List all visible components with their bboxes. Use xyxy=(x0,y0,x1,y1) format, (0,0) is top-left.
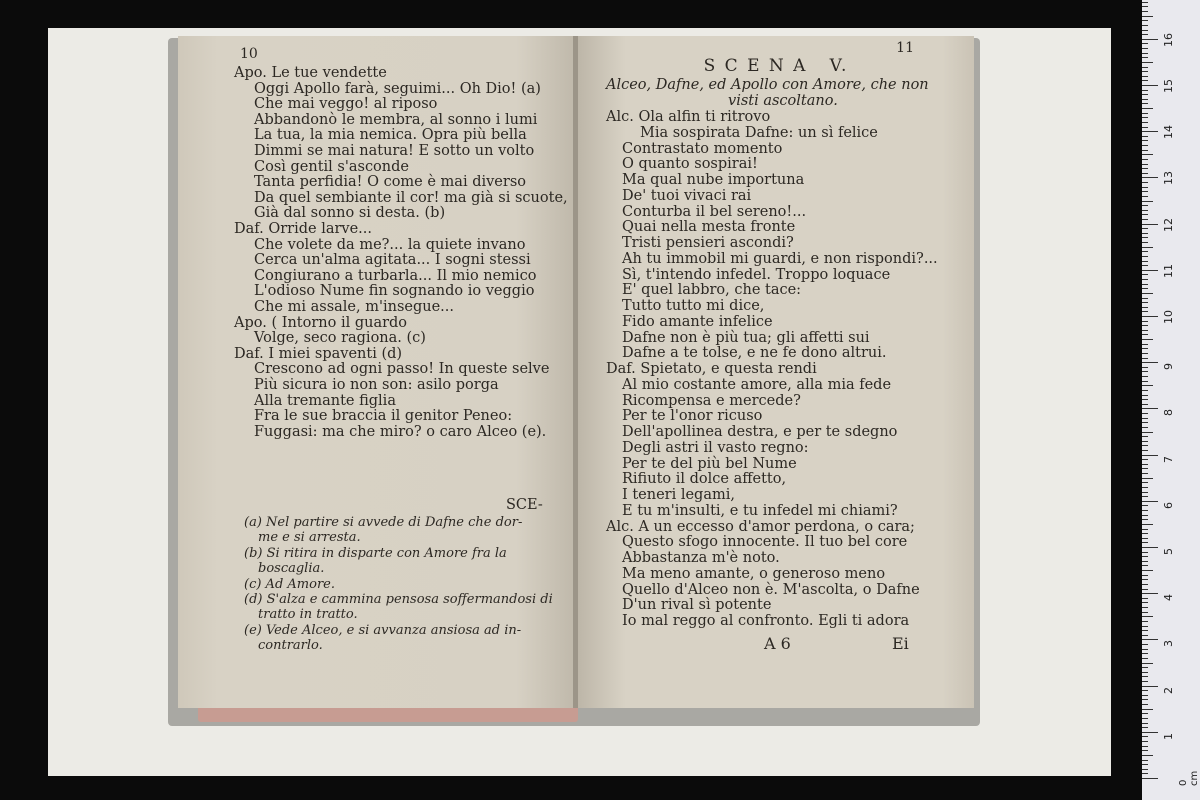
ruler-tick xyxy=(1142,399,1148,400)
ruler-tick xyxy=(1142,25,1148,26)
ruler-tick xyxy=(1142,732,1158,733)
ruler-tick xyxy=(1142,293,1153,294)
right-page xyxy=(578,36,974,708)
text-line: Da quel sembiante il cor! ma già si scuote, xyxy=(254,189,568,206)
text-line: Dimmi se mai natura! E sotto un volto xyxy=(254,143,535,159)
ruler-tick xyxy=(1142,736,1148,737)
text-line: Alc. A un eccesso d'amor perdona, o cara; xyxy=(606,518,915,535)
ruler-tick xyxy=(1142,579,1148,580)
text-line: Abbastanza m'è noto. xyxy=(622,550,780,566)
text-line: Che mi assale, m'insegue... xyxy=(254,299,454,315)
ruler-tick xyxy=(1142,408,1158,409)
text-line: E tu m'insulti, e tu infedel mi chiami? xyxy=(622,502,898,519)
text-line: Daf. Spietato, e questa rendi xyxy=(606,361,817,377)
ruler-tick xyxy=(1142,699,1148,700)
ruler-tick xyxy=(1142,635,1148,636)
text-line: Ma qual nube importuna xyxy=(622,172,805,188)
text-line: Cerca un'alma agitata... I sogni stessi xyxy=(254,252,531,269)
ruler-tick xyxy=(1142,154,1153,155)
ruler-tick xyxy=(1142,274,1148,275)
ruler-number: 7 xyxy=(1162,455,1175,463)
ruler-tick xyxy=(1142,723,1148,724)
ruler-tick xyxy=(1142,760,1148,761)
text-line: Fuggasi: ma che miro? o caro Alceo (e). xyxy=(254,423,547,440)
ruler-tick xyxy=(1142,159,1148,160)
ruler-number: 13 xyxy=(1162,171,1175,186)
ruler-number: 6 xyxy=(1162,501,1175,509)
ruler-tick xyxy=(1142,265,1148,266)
ruler-tick xyxy=(1142,432,1153,433)
text-line: Ma meno amante, o generoso meno xyxy=(622,565,886,582)
ruler-number: 10 xyxy=(1162,310,1175,324)
ruler-tick xyxy=(1142,607,1148,608)
ruler-tick xyxy=(1142,519,1148,520)
right-page-number: 11 xyxy=(896,40,914,56)
text-line: Fido amante infelice xyxy=(622,313,773,330)
ruler-tick xyxy=(1142,575,1148,576)
ruler-tick xyxy=(1142,487,1148,488)
ruler-tick xyxy=(1142,196,1148,197)
text-line: Contrastato momento xyxy=(622,140,783,157)
ruler-tick xyxy=(1142,307,1148,308)
ruler-tick xyxy=(1142,344,1148,345)
scene-heading: S C E N A V. xyxy=(703,56,849,76)
ruler-unit-label: 0 cm xyxy=(1178,770,1200,786)
ruler-tick xyxy=(1142,422,1148,423)
ruler-number: 4 xyxy=(1162,594,1175,602)
ruler-tick xyxy=(1142,616,1153,617)
ruler-tick xyxy=(1142,103,1148,104)
ruler-tick xyxy=(1142,436,1148,437)
ruler-tick xyxy=(1142,681,1148,682)
ruler-tick xyxy=(1142,30,1148,31)
text-line: Quello d'Alceo non è. M'ascolta, o Dafne xyxy=(622,581,920,598)
ruler-tick xyxy=(1142,173,1148,174)
ruler-tick xyxy=(1142,653,1148,654)
text-line: Io mal reggo al confronto. Egli ti adora xyxy=(622,613,910,629)
ruler-tick xyxy=(1142,385,1153,386)
ruler-tick xyxy=(1142,233,1148,234)
text-line: Abbandonò le membra, al sonno i lumi xyxy=(254,111,538,128)
ruler-tick xyxy=(1142,325,1148,326)
text-line: Dafne non è più tua; gli affetti sui xyxy=(622,329,870,346)
text-line: La tua, la mia nemica. Opra più bella xyxy=(254,127,527,144)
ruler-tick xyxy=(1142,224,1158,225)
ruler-tick xyxy=(1142,358,1148,359)
ruler-tick xyxy=(1142,136,1148,137)
ruler-number: 11 xyxy=(1162,263,1175,278)
text-line: E' quel labbro, che tace: xyxy=(622,282,802,299)
ruler-tick xyxy=(1142,663,1153,664)
ruler-tick xyxy=(1142,524,1153,525)
ruler-tick xyxy=(1142,473,1148,474)
ruler-tick xyxy=(1142,302,1148,303)
text-line: Rifiuto il dolce affetto, xyxy=(622,471,787,488)
ruler-tick xyxy=(1142,589,1148,590)
text-line: De' tuoi vivaci rai xyxy=(622,187,752,204)
ruler-tick xyxy=(1142,256,1148,257)
measuring-ruler xyxy=(1142,0,1200,800)
text-line: D'un rival sì potente xyxy=(622,597,772,614)
ruler-tick xyxy=(1142,570,1153,571)
ruler-number: 16 xyxy=(1162,32,1175,47)
text-line: Quai nella mesta fronte xyxy=(622,219,796,236)
ruler-tick xyxy=(1142,658,1148,659)
ruler-tick xyxy=(1142,205,1148,206)
ruler-tick xyxy=(1142,201,1153,202)
ruler-tick xyxy=(1142,713,1148,714)
text-line: Congiurano a turbarla... Il mio nemico xyxy=(254,267,537,284)
ruler-tick xyxy=(1142,228,1148,229)
ruler-tick xyxy=(1142,371,1148,372)
ruler-tick xyxy=(1142,667,1148,668)
ruler-tick xyxy=(1142,219,1148,220)
ruler-tick xyxy=(1142,131,1158,132)
ruler-tick xyxy=(1142,556,1148,557)
ruler-tick xyxy=(1142,214,1148,215)
left-catchword: SCE- xyxy=(506,497,543,513)
ruler-tick xyxy=(1142,62,1153,63)
ruler-tick xyxy=(1142,353,1148,354)
ruler-tick xyxy=(1142,311,1148,312)
ruler-tick xyxy=(1142,71,1148,72)
text-line: Crescono ad ogni passo! In queste selve xyxy=(254,361,550,378)
text-line: me e si arresta. xyxy=(258,530,361,546)
ruler-number: 8 xyxy=(1162,409,1175,417)
text-line: L'odioso Nume fin sognando io veggio xyxy=(254,283,535,300)
ruler-tick xyxy=(1142,168,1148,169)
ruler-number: 9 xyxy=(1162,363,1175,371)
ruler-tick xyxy=(1142,741,1148,742)
text-line: O quanto sospirai! xyxy=(622,156,758,173)
ruler-tick xyxy=(1142,492,1148,493)
ruler-tick xyxy=(1142,704,1148,705)
ruler-tick xyxy=(1142,427,1148,428)
ruler-tick xyxy=(1142,639,1158,640)
ruler-tick xyxy=(1142,727,1148,728)
text-line: Questo sfogo innocente. Il tuo bel core xyxy=(622,534,908,551)
ruler-tick xyxy=(1142,515,1148,516)
text-line: I teneri legami, xyxy=(622,487,735,503)
ruler-tick xyxy=(1142,773,1148,774)
ruler-tick xyxy=(1142,76,1148,77)
ruler-tick xyxy=(1142,284,1148,285)
text-line: Per te del più bel Nume xyxy=(622,455,797,472)
ruler-tick xyxy=(1142,251,1148,252)
ruler-tick xyxy=(1142,2,1148,3)
ruler-number: 14 xyxy=(1162,125,1175,140)
ruler-tick xyxy=(1142,676,1148,677)
ruler-tick xyxy=(1142,718,1148,719)
text-line: Dafne a te tolse, e ne fe dono altrui. xyxy=(622,345,887,362)
ruler-tick xyxy=(1142,210,1148,211)
ruler-tick xyxy=(1142,542,1148,543)
ruler-tick xyxy=(1142,376,1148,377)
ruler-tick xyxy=(1142,108,1153,109)
ruler-tick xyxy=(1142,339,1153,340)
ruler-tick xyxy=(1142,686,1158,687)
ruler-tick xyxy=(1142,690,1148,691)
ruler-tick xyxy=(1142,39,1158,40)
text-line: tratto in tratto. xyxy=(258,607,358,623)
ruler-tick xyxy=(1142,404,1148,405)
ruler-tick xyxy=(1142,113,1148,114)
text-line: Apo. ( Intorno il guardo xyxy=(234,314,408,331)
text-line: Degli astri il vasto regno: xyxy=(622,439,809,456)
text-line: Tristi pensieri ascondi? xyxy=(622,235,794,251)
ruler-tick xyxy=(1142,445,1148,446)
ruler-tick xyxy=(1142,145,1148,146)
text-line: Che volete da me?... la quiete invano xyxy=(254,236,526,253)
ruler-tick xyxy=(1142,501,1158,502)
ruler-tick xyxy=(1142,510,1148,511)
ruler-tick xyxy=(1142,478,1153,479)
ruler-tick xyxy=(1142,750,1148,751)
ruler-tick xyxy=(1142,418,1148,419)
text-line: Fra le sue braccia il genitor Peneo: xyxy=(254,408,513,425)
ruler-tick xyxy=(1142,746,1148,747)
left-page xyxy=(178,36,576,708)
ruler-tick xyxy=(1142,672,1148,673)
text-line: Tanta perfidia! O come è mai diverso xyxy=(254,174,526,191)
ruler-tick xyxy=(1142,164,1148,165)
ruler-tick xyxy=(1142,533,1148,534)
ruler-tick xyxy=(1142,381,1148,382)
ruler-tick xyxy=(1142,298,1148,299)
ruler-tick xyxy=(1142,630,1148,631)
ruler-tick xyxy=(1142,187,1148,188)
ruler-tick xyxy=(1142,612,1148,613)
text-line: Così gentil s'asconde xyxy=(254,158,409,175)
ruler-tick xyxy=(1142,85,1158,86)
ruler-tick xyxy=(1142,621,1148,622)
text-line: Oggi Apollo farà, seguimi... Oh Dio! (a) xyxy=(254,80,541,97)
ruler-tick xyxy=(1142,11,1148,12)
ruler-tick xyxy=(1142,778,1158,779)
text-line: Alla tremante figlia xyxy=(254,392,396,409)
ruler-tick xyxy=(1142,80,1148,81)
ruler-tick xyxy=(1142,20,1148,21)
ruler-tick xyxy=(1142,626,1148,627)
text-line: Conturba il bel sereno!... xyxy=(622,203,807,220)
ruler-tick xyxy=(1142,34,1148,35)
ruler-tick xyxy=(1142,455,1158,456)
text-line: Alceo, Dafne, ed Apollo con Amore, che non xyxy=(606,77,929,93)
ruler-tick xyxy=(1142,764,1148,765)
ruler-tick xyxy=(1142,242,1148,243)
text-line: Alc. Ola alfin ti ritrovo xyxy=(606,109,771,125)
text-line: (e) Vede Alceo, e si avvanza ansiosa ad in- xyxy=(244,622,522,638)
text-line: Volge, seco ragiona. (c) xyxy=(254,330,426,347)
text-line: Dell'apollinea destra, e per te sdegno xyxy=(622,424,898,440)
ruler-tick xyxy=(1142,48,1148,49)
ruler-tick xyxy=(1142,334,1148,335)
ruler-tick xyxy=(1142,459,1148,460)
text-line: boscaglia. xyxy=(258,561,325,577)
ruler-tick xyxy=(1142,769,1148,770)
ruler-tick xyxy=(1142,695,1148,696)
ruler-tick xyxy=(1142,53,1148,54)
ruler-tick xyxy=(1142,191,1148,192)
ruler-tick xyxy=(1142,316,1158,317)
text-line: Ah tu immobil mi guardi, e non rispondi?... xyxy=(622,250,938,267)
text-line: Per te l'onor ricuso xyxy=(622,408,763,425)
ruler-tick xyxy=(1142,182,1148,183)
right-catchword: Ei xyxy=(892,634,909,653)
ruler-tick xyxy=(1142,413,1148,414)
text-line: Più sicura io non son: asilo porga xyxy=(254,377,499,393)
ruler-tick xyxy=(1142,584,1148,585)
ruler-tick xyxy=(1142,505,1148,506)
ruler-tick xyxy=(1142,529,1148,530)
text-line: Che mai veggo! al riposo xyxy=(254,96,438,113)
ruler-tick xyxy=(1142,321,1148,322)
ruler-tick xyxy=(1142,247,1153,248)
ruler-tick xyxy=(1142,561,1148,562)
ruler-tick xyxy=(1142,117,1148,118)
ruler-tick xyxy=(1142,90,1148,91)
ruler-tick xyxy=(1142,348,1148,349)
ruler-tick xyxy=(1142,482,1148,483)
ruler-tick xyxy=(1142,450,1148,451)
signature-mark: A 6 xyxy=(764,634,791,653)
ruler-tick xyxy=(1142,261,1148,262)
text-line: Apo. Le tue vendette xyxy=(234,65,387,81)
ruler-tick xyxy=(1142,94,1148,95)
ruler-tick xyxy=(1142,288,1148,289)
ruler-tick xyxy=(1142,441,1148,442)
ruler-number: 12 xyxy=(1162,217,1175,232)
ruler-tick xyxy=(1142,602,1148,603)
ruler-number: 3 xyxy=(1162,640,1175,648)
ruler-tick xyxy=(1142,279,1148,280)
ruler-tick xyxy=(1142,6,1148,7)
ruler-tick xyxy=(1142,468,1148,469)
text-line: Daf. I miei spaventi (d) xyxy=(234,345,403,362)
ruler-tick xyxy=(1142,496,1148,497)
text-line: (c) Ad Amore. xyxy=(244,576,335,592)
ruler-tick xyxy=(1142,598,1148,599)
text-line: (a) Nel partire si avvede di Dafne che dor- xyxy=(244,515,523,530)
ruler-tick xyxy=(1142,367,1148,368)
ruler-tick xyxy=(1142,43,1148,44)
ruler-tick xyxy=(1142,150,1148,151)
ruler-tick xyxy=(1142,593,1158,594)
ruler-tick xyxy=(1142,538,1148,539)
ruler-tick xyxy=(1142,755,1153,756)
ruler-number: 15 xyxy=(1162,79,1175,93)
text-line: Tutto tutto mi dice, xyxy=(622,298,765,314)
ruler-tick xyxy=(1142,270,1158,271)
ruler-tick xyxy=(1142,177,1158,178)
ruler-tick xyxy=(1142,709,1153,710)
text-line: (d) S'alza e cammina pensosa soffermandosi di xyxy=(244,592,553,607)
ruler-tick xyxy=(1142,565,1148,566)
ruler-tick xyxy=(1142,330,1148,331)
ruler-number: 5 xyxy=(1162,548,1175,555)
left-page-number: 10 xyxy=(240,46,258,62)
ruler-tick xyxy=(1142,395,1148,396)
ruler-tick xyxy=(1142,390,1148,391)
ruler-tick xyxy=(1142,127,1148,128)
text-line: Già dal sonno si desta. (b) xyxy=(254,205,446,222)
ruler-tick xyxy=(1142,67,1148,68)
ruler-number xyxy=(1162,0,1175,1)
text-line: Sì, t'intendo infedel. Troppo loquace xyxy=(622,266,891,283)
ruler-tick xyxy=(1142,644,1148,645)
text-line: Mia sospirata Dafne: un sì felice xyxy=(640,124,878,141)
ruler-tick xyxy=(1142,237,1148,238)
ruler-tick xyxy=(1142,99,1148,100)
ruler-tick xyxy=(1142,122,1148,123)
ruler-tick xyxy=(1142,57,1148,58)
ruler-number: 2 xyxy=(1162,686,1175,694)
ruler-tick xyxy=(1142,552,1148,553)
ruler-tick xyxy=(1142,649,1148,650)
ruler-tick xyxy=(1142,464,1148,465)
text-line: Ricompensa e mercede? xyxy=(622,392,801,409)
text-line: (b) Si ritira in disparte con Amore fra la xyxy=(244,545,507,561)
text-line: visti ascoltano. xyxy=(728,93,838,109)
ruler-tick xyxy=(1142,362,1158,363)
ruler-tick xyxy=(1142,547,1158,548)
text-line: Al mio costante amore, alla mia fede xyxy=(622,376,892,393)
ruler-tick xyxy=(1142,140,1148,141)
ruler-number: 1 xyxy=(1162,732,1175,740)
text-line: contrarlo. xyxy=(258,638,323,654)
text-line: Daf. Orride larve... xyxy=(234,221,373,237)
ruler-tick xyxy=(1142,16,1153,17)
